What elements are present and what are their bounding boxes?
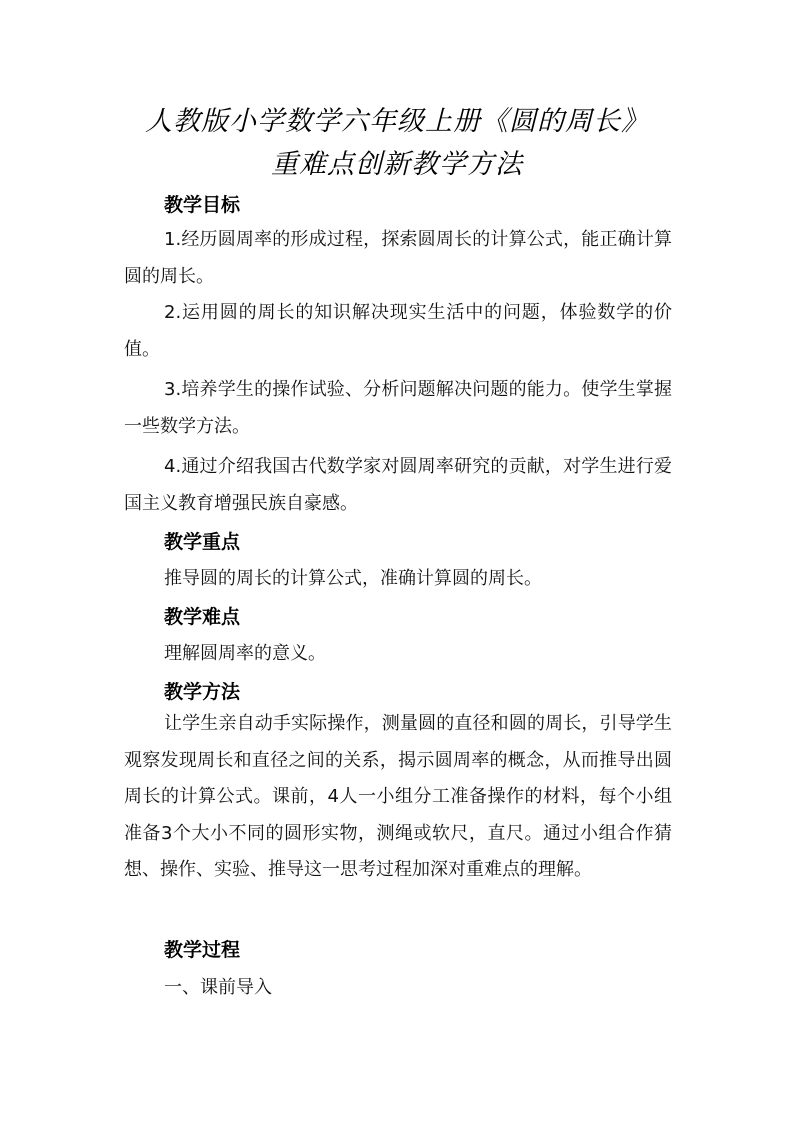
heading-methods: 教学方法	[164, 681, 241, 703]
heading-key-points: 教学重点	[164, 531, 241, 553]
methods-text: 让学生亲自动手实际操作，测量圆的直径和圆的周长，引导学生观察发现周长和直径之间的关系，揭示圆周率的概念，从而推导出圆周长的计算公式。课前，4人一小组分工准备操作的材料，每个小组准备3个大小不同的圆形实物，测绳或软尺，直尺。通过小组合作猜想、操作、实验、推导这一思考过程加深对重难点的理解。	[124, 713, 672, 880]
heading-difficulties: 教学难点	[164, 606, 241, 628]
difficulties-text: 理解圆周率的意义。	[164, 643, 326, 664]
document-title-line-2: 重难点创新教学方法	[271, 149, 523, 180]
objective-item-4: 4.通过介绍我国古代数学家对圆周率研究的贡献，对学生进行爱国主义教育增强民族自豪感。	[124, 456, 672, 514]
document-title-line-1: 人教版小学数学六年级上册《圆的周长》	[145, 106, 649, 137]
key-points-text: 推导圆的周长的计算公式，准确计算圆的周长。	[164, 568, 542, 589]
objective-item-2: 2.运用圆的周长的知识解决现实生活中的问题，体验数学的价值。	[124, 302, 672, 360]
process-step-1: 一、课前导入	[164, 977, 272, 998]
objective-item-3: 3.培养学生的操作试验、分析问题解决问题的能力。使学生掌握一些数学方法。	[124, 379, 672, 437]
objective-item-1: 1.经历圆周率的形成过程，探索圆周长的计算公式，能正确计算圆的周长。	[124, 229, 672, 287]
heading-objectives: 教学目标	[164, 194, 241, 216]
heading-process: 教学过程	[164, 939, 241, 961]
